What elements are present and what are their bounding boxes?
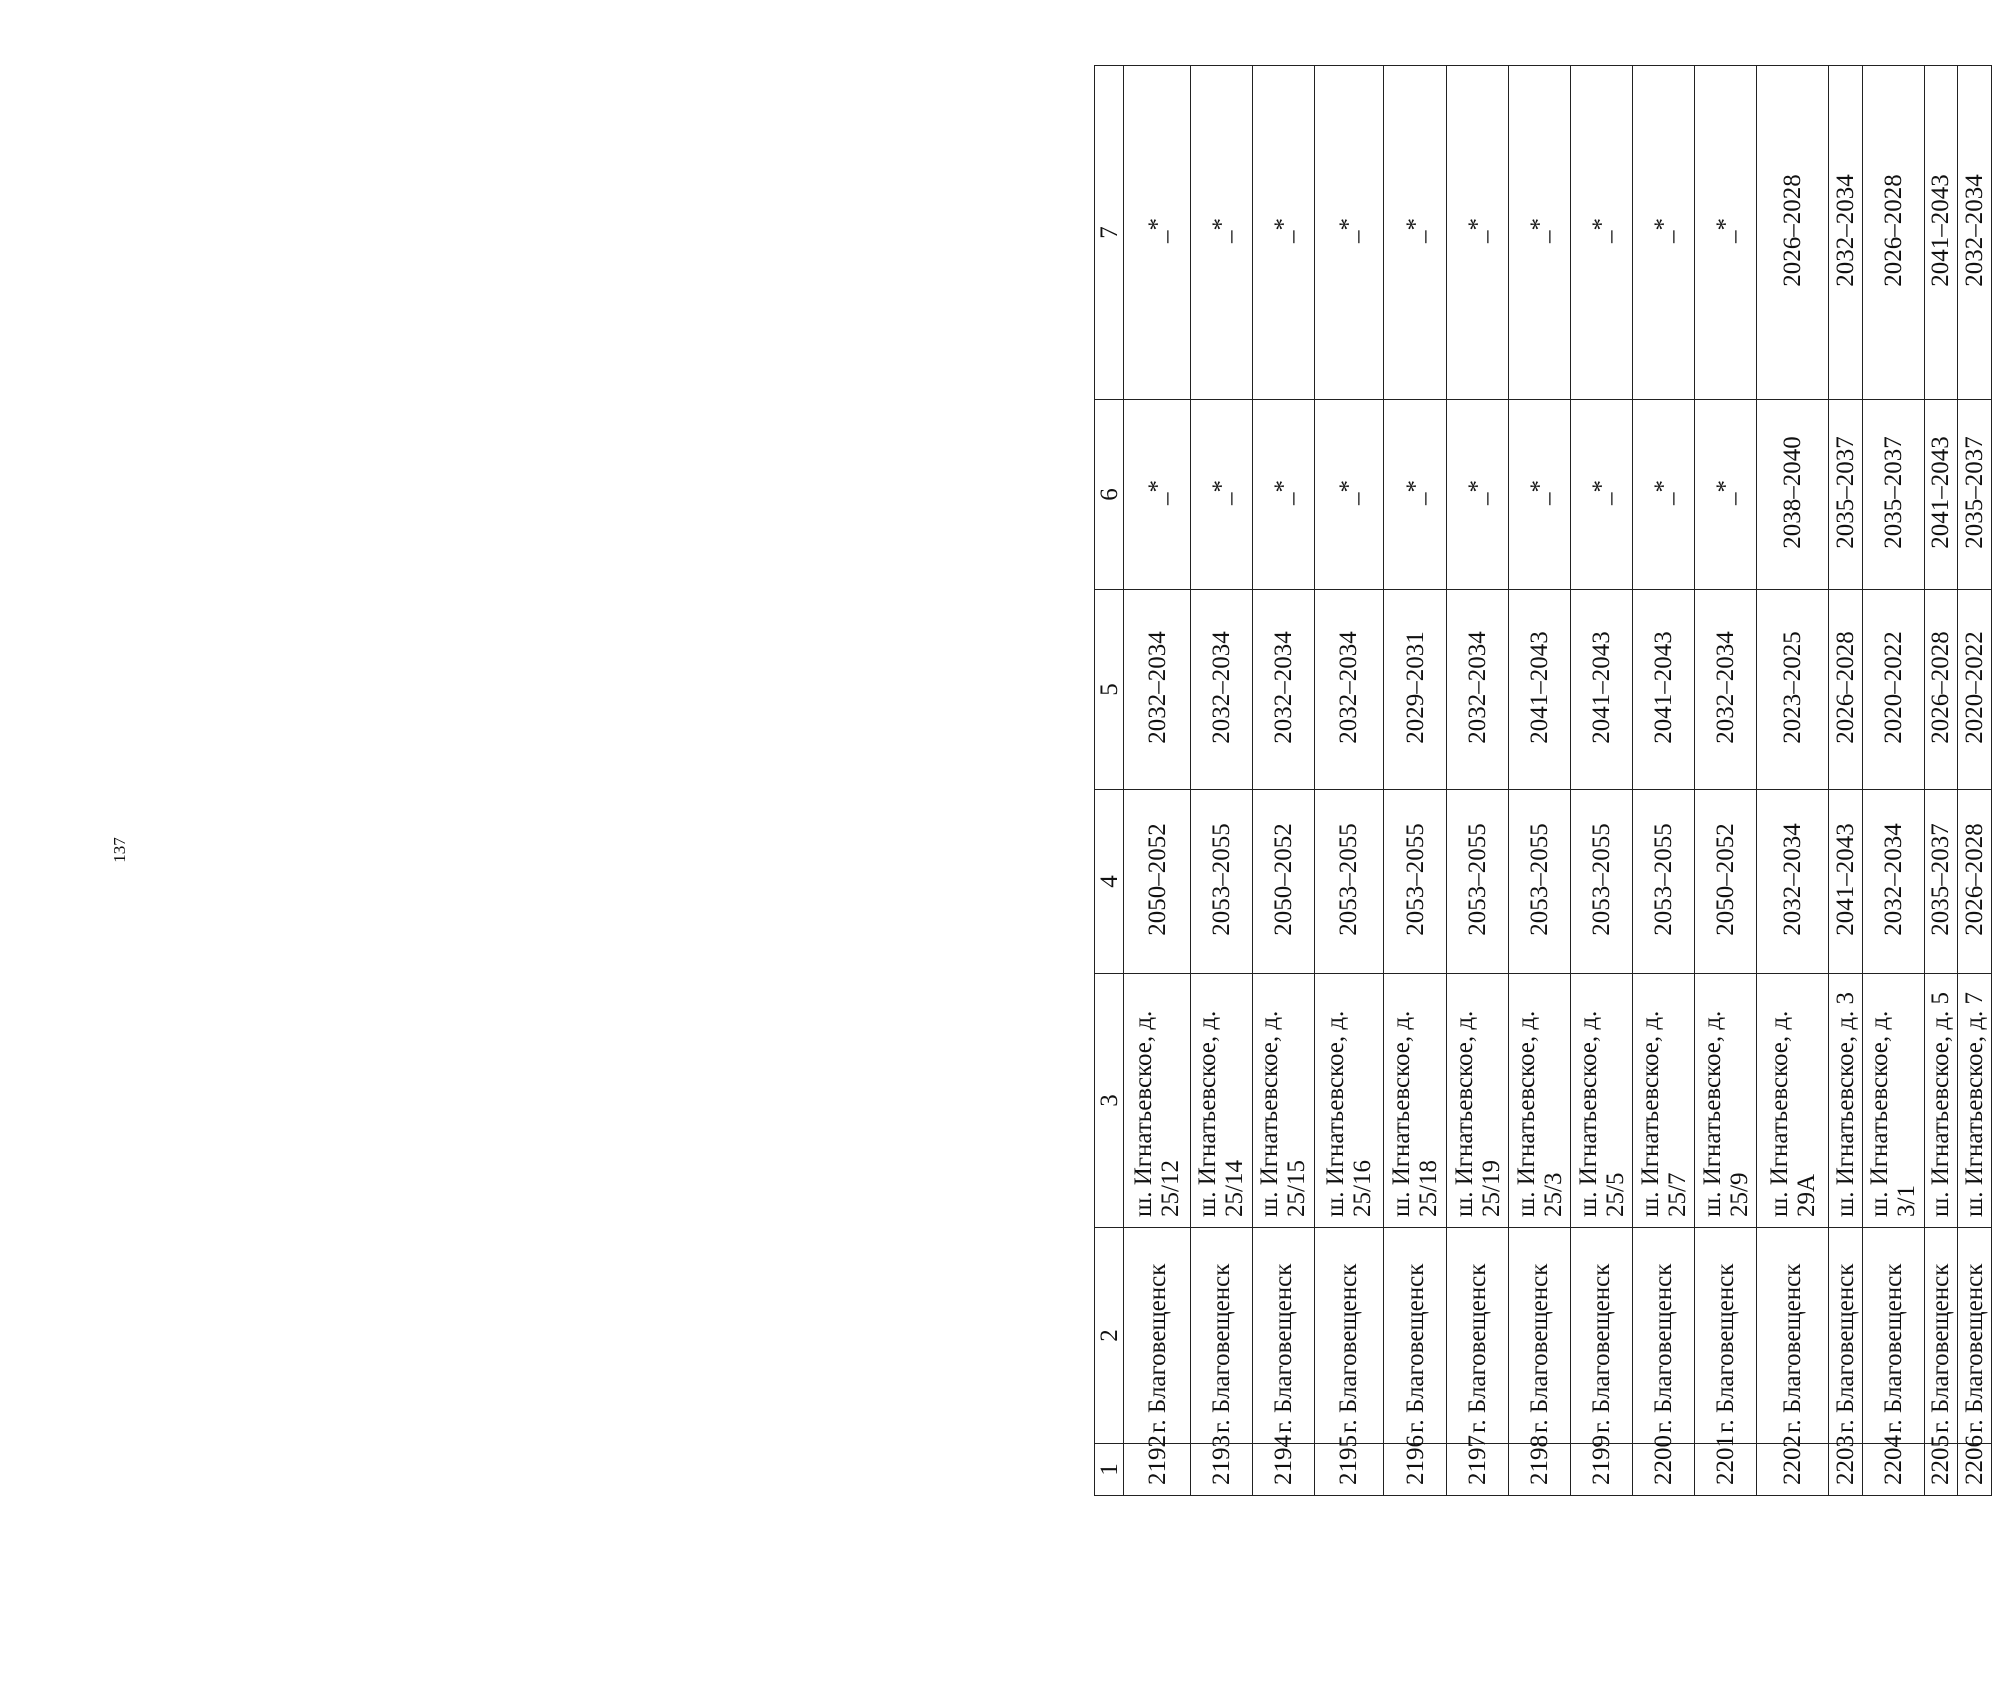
table-row: [1924, 66, 1958, 1496]
period-col-6: _*: [1447, 400, 1509, 590]
address: ш. Игнатьевское, д. 25/7: [1633, 974, 1695, 1228]
period-col-4: 2053–2055: [1190, 790, 1252, 974]
table-row: [1695, 66, 1757, 1496]
period-col-7: _*: [1314, 66, 1383, 400]
column-number-4: 4: [1095, 790, 1124, 974]
period-col-5: 2029–2031: [1384, 590, 1447, 790]
settlement: г. Благовещенск: [1828, 1228, 1862, 1444]
row-number: 2193: [1190, 1444, 1252, 1496]
settlement: г. Благовещенск: [1252, 1228, 1314, 1444]
table-row: [1384, 66, 1447, 1496]
period-col-4: 2053–2055: [1447, 790, 1509, 974]
address: ш. Игнатьевское, д. 29А: [1757, 974, 1829, 1228]
period-col-6: _*: [1124, 400, 1190, 590]
table-row: [1757, 66, 1829, 1496]
row-number: 2201: [1695, 1444, 1757, 1496]
period-col-5: 2020–2022: [1862, 590, 1924, 790]
row-number: 2192: [1124, 1444, 1190, 1496]
period-col-7: _*: [1124, 66, 1190, 400]
period-col-5: 2032–2034: [1695, 590, 1757, 790]
period-col-4: 2053–2055: [1384, 790, 1447, 974]
period-col-4: 2053–2055: [1509, 790, 1571, 974]
column-number-2: 2: [1095, 1228, 1124, 1444]
settlement: г. Благовещенск: [1509, 1228, 1571, 1444]
address: ш. Игнатьевское, д. 25/9: [1695, 974, 1757, 1228]
settlement: г. Благовещенск: [1314, 1228, 1383, 1444]
period-col-5: 2041–2043: [1633, 590, 1695, 790]
settlement: г. Благовещенск: [1695, 1228, 1757, 1444]
column-number-5: 5: [1095, 590, 1124, 790]
period-col-7: _*: [1571, 66, 1633, 400]
settlement: г. Благовещенск: [1924, 1228, 1958, 1444]
settlement: г. Благовещенск: [1124, 1228, 1190, 1444]
period-col-5: 2041–2043: [1509, 590, 1571, 790]
period-col-5: 2032–2034: [1190, 590, 1252, 790]
column-number-6: 6: [1095, 400, 1124, 590]
period-col-4: 2032–2034: [1862, 790, 1924, 974]
period-col-4: 2026–2028: [1958, 790, 1992, 974]
settlement: г. Благовещенск: [1958, 1228, 1992, 1444]
period-col-5: 2032–2034: [1252, 590, 1314, 790]
period-col-7: 2026–2028: [1757, 66, 1829, 400]
table-row: [1190, 66, 1252, 1496]
column-number-7: 7: [1095, 66, 1124, 400]
settlement: г. Благовещенск: [1571, 1228, 1633, 1444]
row-number: 2203: [1828, 1444, 1862, 1496]
period-col-7: _*: [1190, 66, 1252, 400]
row-number: 2206: [1958, 1444, 1992, 1496]
settlement: г. Благовещенск: [1757, 1228, 1829, 1444]
period-col-7: 2032–2034: [1958, 66, 1992, 400]
table-body: [1095, 66, 1992, 1496]
period-col-4: 2053–2055: [1633, 790, 1695, 974]
period-col-6: 2035–2037: [1958, 400, 1992, 590]
address: ш. Игнатьевское, д. 7: [1958, 974, 1992, 1228]
period-col-7: 2026–2028: [1862, 66, 1924, 400]
period-col-5: 2020–2022: [1958, 590, 1992, 790]
period-col-7: _*: [1447, 66, 1509, 400]
settlement: г. Благовещенск: [1384, 1228, 1447, 1444]
period-col-6: 2035–2037: [1828, 400, 1862, 590]
table-row: [1509, 66, 1571, 1496]
period-col-6: 2035–2037: [1862, 400, 1924, 590]
address: ш. Игнатьевское, д. 25/12: [1124, 974, 1190, 1228]
period-col-4: 2050–2052: [1695, 790, 1757, 974]
address: ш. Игнатьевское, д. 3/1: [1862, 974, 1924, 1228]
address: ш. Игнатьевское, д. 25/14: [1190, 974, 1252, 1228]
column-number-row: [1095, 66, 1124, 1496]
period-col-5: 2026–2028: [1924, 590, 1958, 790]
row-number: 2199: [1571, 1444, 1633, 1496]
table-row: [1958, 66, 1992, 1496]
period-col-5: 2026–2028: [1828, 590, 1862, 790]
period-col-7: 2032–2034: [1828, 66, 1862, 400]
row-number: 2205: [1924, 1444, 1958, 1496]
period-col-7: _*: [1633, 66, 1695, 400]
page-number: 137: [110, 837, 129, 863]
period-col-4: 2035–2037: [1924, 790, 1958, 974]
period-col-4: 2032–2034: [1757, 790, 1829, 974]
period-col-6: _*: [1314, 400, 1383, 590]
settlement: г. Благовещенск: [1447, 1228, 1509, 1444]
row-number: 2200: [1633, 1444, 1695, 1496]
settlement: г. Благовещенск: [1190, 1228, 1252, 1444]
row-number: 2194: [1252, 1444, 1314, 1496]
period-col-4: 2041–2043: [1828, 790, 1862, 974]
period-col-6: _*: [1571, 400, 1633, 590]
row-number: 2195: [1314, 1444, 1383, 1496]
period-col-5: 2032–2034: [1447, 590, 1509, 790]
period-col-6: _*: [1384, 400, 1447, 590]
period-col-5: 2023–2025: [1757, 590, 1829, 790]
table-row: [1633, 66, 1695, 1496]
row-number: 2202: [1757, 1444, 1829, 1496]
row-number: 2196: [1384, 1444, 1447, 1496]
period-col-4: 2053–2055: [1571, 790, 1633, 974]
period-col-6: _*: [1252, 400, 1314, 590]
period-col-4: 2053–2055: [1314, 790, 1383, 974]
period-col-5: 2041–2043: [1571, 590, 1633, 790]
period-col-7: _*: [1384, 66, 1447, 400]
period-col-7: 2041–2043: [1924, 66, 1958, 400]
period-col-7: _*: [1252, 66, 1314, 400]
address: ш. Игнатьевское, д. 25/15: [1252, 974, 1314, 1228]
period-col-6: 2038–2040: [1757, 400, 1829, 590]
row-number: 2204: [1862, 1444, 1924, 1496]
period-col-6: _*: [1509, 400, 1571, 590]
table-row: [1862, 66, 1924, 1496]
table-row: [1252, 66, 1314, 1496]
settlement: г. Благовещенск: [1633, 1228, 1695, 1444]
period-col-7: _*: [1509, 66, 1571, 400]
column-number-1: 1: [1095, 1444, 1124, 1496]
register-table-container: [1094, 66, 1992, 1496]
period-col-7: _*: [1695, 66, 1757, 400]
address: ш. Игнатьевское, д. 25/16: [1314, 974, 1383, 1228]
period-col-5: 2032–2034: [1314, 590, 1383, 790]
table-row: [1828, 66, 1862, 1496]
row-number: 2197: [1447, 1444, 1509, 1496]
period-col-6: _*: [1190, 400, 1252, 590]
register-table: [1094, 65, 1992, 1496]
address: ш. Игнатьевское, д. 25/19: [1447, 974, 1509, 1228]
period-col-5: 2032–2034: [1124, 590, 1190, 790]
period-col-6: _*: [1695, 400, 1757, 590]
table-row: [1447, 66, 1509, 1496]
table-row: [1314, 66, 1383, 1496]
table-row: [1571, 66, 1633, 1496]
table-row: [1124, 66, 1190, 1496]
row-number: 2198: [1509, 1444, 1571, 1496]
address: ш. Игнатьевское, д. 5: [1924, 974, 1958, 1228]
address: ш. Игнатьевское, д. 25/18: [1384, 974, 1447, 1228]
address: ш. Игнатьевское, д. 25/3: [1509, 974, 1571, 1228]
settlement: г. Благовещенск: [1862, 1228, 1924, 1444]
column-number-3: 3: [1095, 974, 1124, 1228]
period-col-4: 2050–2052: [1124, 790, 1190, 974]
address: ш. Игнатьевское, д. 3: [1828, 974, 1862, 1228]
period-col-6: _*: [1633, 400, 1695, 590]
period-col-4: 2050–2052: [1252, 790, 1314, 974]
address: ш. Игнатьевское, д. 25/5: [1571, 974, 1633, 1228]
period-col-6: 2041–2043: [1924, 400, 1958, 590]
